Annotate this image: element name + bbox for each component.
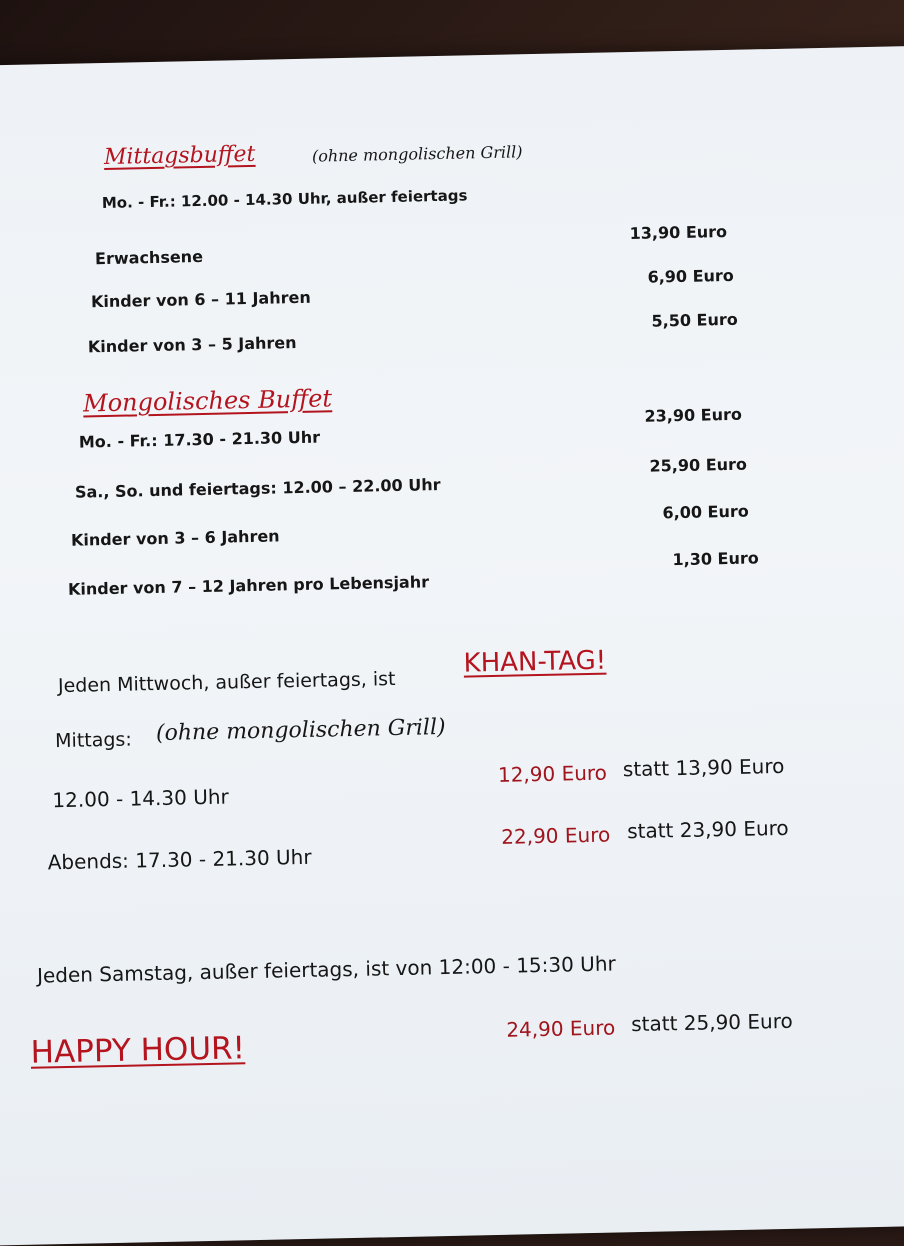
mongol-row-price: 23,90 Euro xyxy=(644,404,743,426)
khan-mittags-label: Mittags: xyxy=(54,728,132,753)
samstag-new-price: 24,90 Euro xyxy=(506,1015,616,1042)
khan-tag-highlight: KHAN-TAG! xyxy=(463,645,607,679)
khan-intro: Jeden Mittwoch, außer feiertags, ist xyxy=(57,668,396,698)
khan-row-old-price: statt 13,90 Euro xyxy=(622,753,785,782)
mittagsbuffet-note: (ohne mongolischen Grill) xyxy=(311,142,523,166)
samstag-intro: Jeden Samstag, außer feiertags, ist von 12:00 - 15:30 Uhr xyxy=(36,951,616,988)
khan-row-label: 12.00 - 14.30 Uhr xyxy=(52,784,229,813)
mongol-row-label: Sa., So. und feiertags: 12.00 – 22.00 Uhr xyxy=(74,475,441,502)
mongol-row-price: 6,00 Euro xyxy=(662,501,749,523)
khan-mittags-note: (ohne mongolischen Grill) xyxy=(155,714,446,747)
mittags-row-label: Kinder von 6 – 11 Jahren xyxy=(90,287,311,312)
mittags-row-label: Kinder von 3 – 5 Jahren xyxy=(87,333,297,357)
mongol-row-price: 25,90 Euro xyxy=(649,454,748,476)
mittagsbuffet-hours: Mo. - Fr.: 12.00 - 14.30 Uhr, außer feiertags xyxy=(101,186,468,213)
mongol-row-label: Mo. - Fr.: 17.30 - 21.30 Uhr xyxy=(78,427,321,452)
mittags-row-price: 6,90 Euro xyxy=(647,265,735,287)
mongolisches-buffet-title: Mongolisches Buffet xyxy=(82,384,333,418)
khan-row-new-price: 22,90 Euro xyxy=(501,822,611,849)
khan-row-label: Abends: 17.30 - 21.30 Uhr xyxy=(47,844,312,875)
mittags-row-price: 13,90 Euro xyxy=(629,221,728,244)
mittags-row-label: Erwachsene xyxy=(94,246,204,269)
khan-row-new-price: 12,90 Euro xyxy=(497,760,608,787)
menu-sheet xyxy=(0,45,904,1245)
happy-hour-highlight: HAPPY HOUR! xyxy=(30,1030,246,1071)
mittags-row-price: 5,50 Euro xyxy=(651,309,738,331)
khan-row-old-price: statt 23,90 Euro xyxy=(626,815,789,844)
mittagsbuffet-title: Mittagsbuffet xyxy=(103,141,256,171)
samstag-old-price: statt 25,90 Euro xyxy=(630,1008,793,1037)
mongol-row-label: Kinder von 3 – 6 Jahren xyxy=(70,526,280,550)
mongol-row-price: 1,30 Euro xyxy=(672,548,759,570)
mongol-row-label: Kinder von 7 – 12 Jahren pro Lebensjahr xyxy=(67,572,430,599)
